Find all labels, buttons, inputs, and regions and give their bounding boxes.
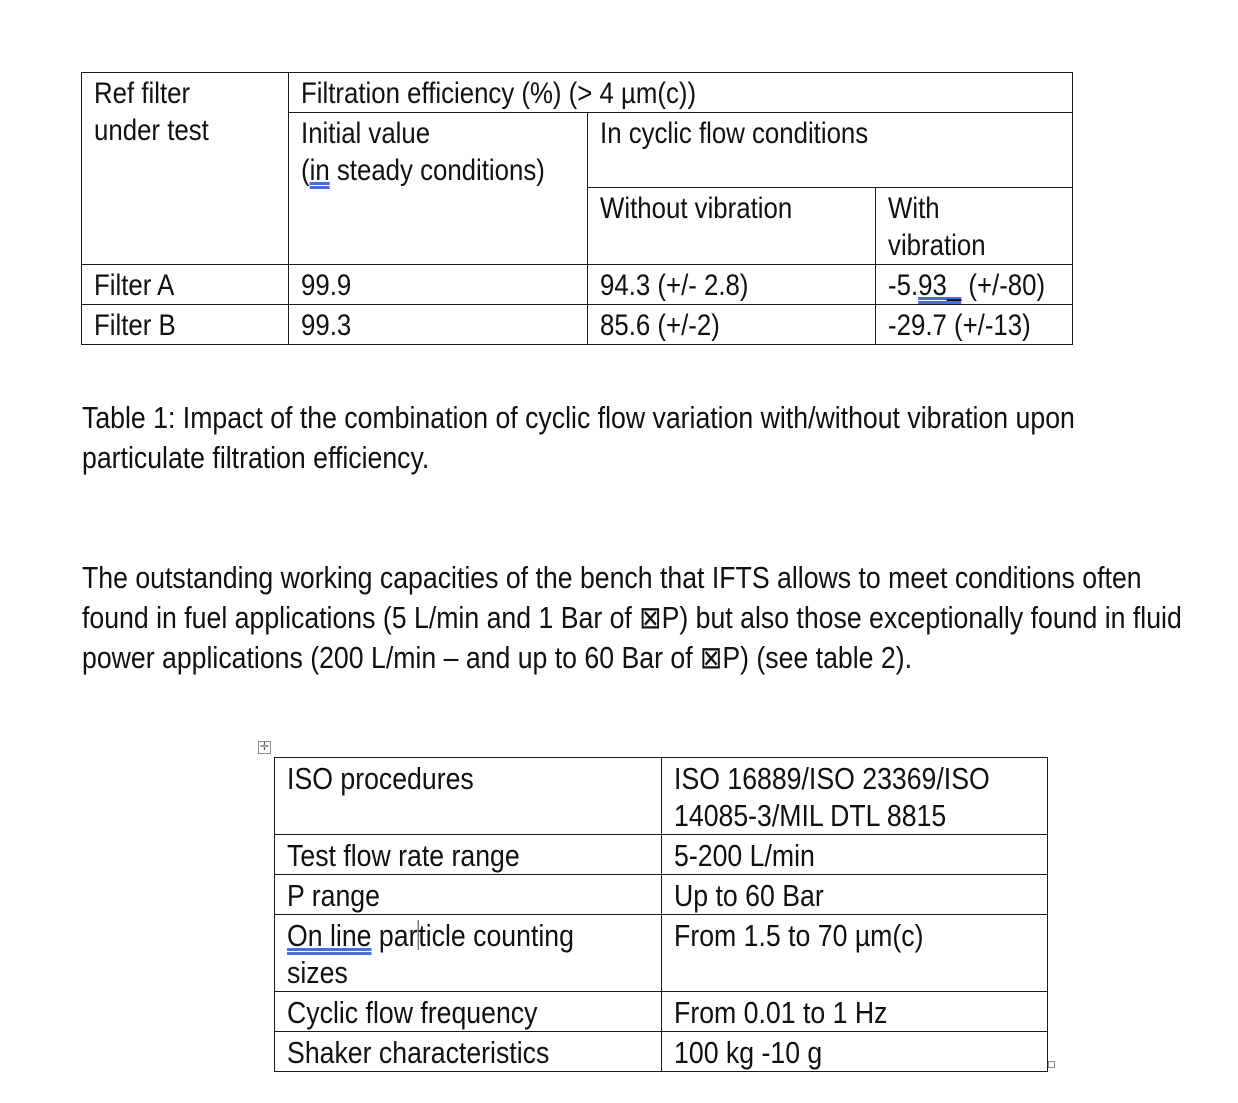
spec-label-cell[interactable]: On line particle counting sizes <box>275 915 662 992</box>
table-row <box>275 758 1048 835</box>
table-move-icon[interactable]: ✛ <box>259 741 270 753</box>
spec-value-cell[interactable]: From 1.5 to 70 µm(c) <box>662 915 1048 992</box>
spec-value-cell[interactable]: 100 kg -10 g <box>662 1032 1048 1072</box>
spec-label-cell[interactable]: Shaker characteristics <box>275 1032 662 1072</box>
spec-label-cell[interactable]: P range <box>275 875 662 915</box>
spelling-mark: in <box>309 154 330 187</box>
with-vibration-header[interactable]: With vibration <box>876 188 1073 265</box>
table-resize-handle[interactable] <box>1048 1061 1055 1068</box>
filter-name-cell[interactable]: Filter A <box>82 265 289 305</box>
table-row <box>275 835 1048 875</box>
table-row <box>82 265 1073 305</box>
spec-value-cell[interactable]: 5-200 L/min <box>662 835 1048 875</box>
spec-label-cell[interactable]: Cyclic flow frequency <box>275 992 662 1032</box>
table-row <box>275 1032 1048 1072</box>
table-row <box>275 915 1048 992</box>
bench-specs-table <box>274 757 1048 1072</box>
spec-label-cell[interactable]: ISO procedures <box>275 758 662 835</box>
spec-label-cell[interactable]: Test flow rate range <box>275 835 662 875</box>
table-row <box>275 992 1048 1032</box>
without-vibration-header[interactable]: Without vibration <box>588 188 876 265</box>
with-vibration-cell[interactable]: -29.7 (+/-13) <box>876 305 1073 345</box>
with-vibration-cell[interactable]: -5.93_ (+/-80) <box>876 265 1073 305</box>
cyclic-flow-header[interactable]: In cyclic flow conditions <box>588 113 1073 188</box>
efficiency-table <box>81 72 1073 345</box>
initial-value-cell[interactable]: 99.3 <box>289 305 588 345</box>
filtration-efficiency-header[interactable]: Filtration efficiency (%) (> 4 µm(c)) <box>289 73 1073 113</box>
table-row <box>275 875 1048 915</box>
initial-value-cell[interactable]: 99.9 <box>289 265 588 305</box>
without-vibration-cell[interactable]: 94.3 (+/- 2.8) <box>588 265 876 305</box>
ref-filter-header[interactable]: Ref filter under test <box>82 73 289 265</box>
spelling-mark: 93_ <box>918 269 962 302</box>
spec-value-cell[interactable]: ISO 16889/ISO 23369/ISO 14085-3/MIL DTL 8815 <box>662 758 1048 835</box>
spelling-mark: On line <box>287 918 372 953</box>
spec-value-cell[interactable]: Up to 60 Bar <box>662 875 1048 915</box>
spec-value-cell[interactable]: From 0.01 to 1 Hz <box>662 992 1048 1032</box>
table-row <box>82 305 1073 345</box>
without-vibration-cell[interactable]: 85.6 (+/-2) <box>588 305 876 345</box>
filter-name-cell[interactable]: Filter B <box>82 305 289 345</box>
body-paragraph[interactable]: The outstanding working capacities of the bench that IFTS allows to meet conditions often found in fuel applications (5 L/min and 1 Bar of ⊠P) but also those exceptionally found in fluid power applications (200 L/min – and up to 60 Bar of ⊠P) (see table 2). <box>82 560 1182 675</box>
table-caption[interactable]: Table 1: Impact of the combination of cyclic flow variation with/without vibration upon particulate filtration efficiency. <box>82 400 1075 475</box>
initial-value-header[interactable]: Initial value (in steady conditions) <box>289 113 588 265</box>
